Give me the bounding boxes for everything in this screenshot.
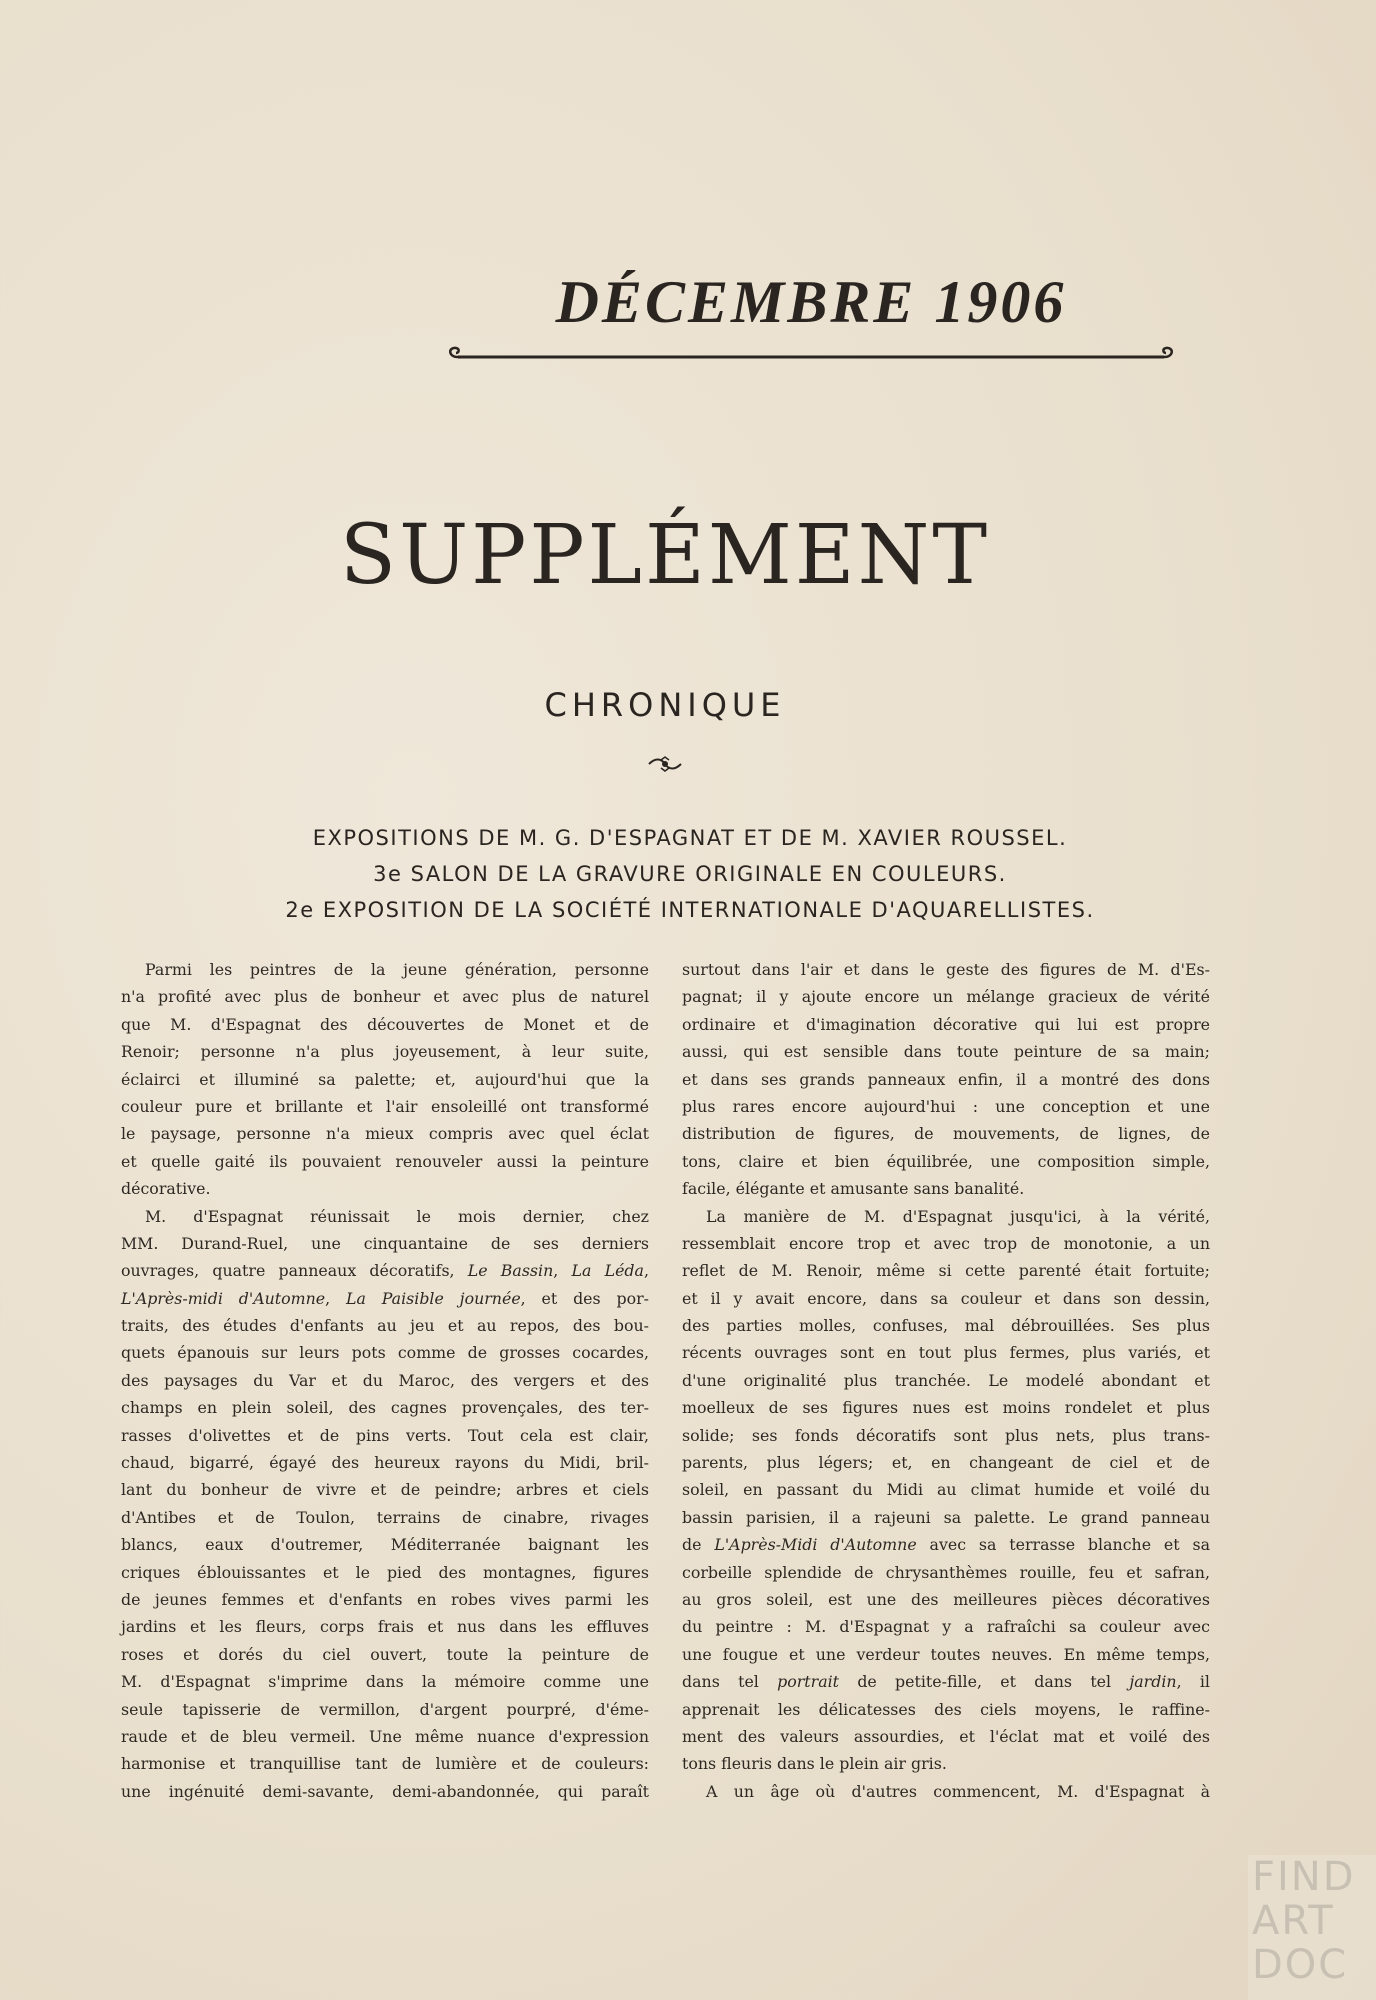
- text-line: M. d'Espagnat s'imprime dans la mémoire comme une: [121, 1672, 649, 1692]
- text-line: chaud, bigarré, égayé des heureux rayons du Midi, bril-: [121, 1453, 649, 1473]
- section-title: CHRONIQUE: [544, 686, 786, 724]
- decorative-rule: [446, 341, 1176, 365]
- text-line: lant du bonheur de vivre et de peindre; arbres et ciels: [121, 1480, 649, 1500]
- text-line: facile, élégante et amusante sans banalité.: [682, 1179, 1025, 1199]
- text-line: moelleux de ses figures nues est moins rondelet et plus: [682, 1398, 1210, 1418]
- text-line: des paysages du Var et du Maroc, des vergers et des: [121, 1370, 649, 1390]
- text-line: champs en plein soleil, des cagnes provençales, des ter-: [121, 1398, 649, 1418]
- text-line: de jeunes femmes et d'enfants en robes vives parmi les: [121, 1589, 649, 1609]
- text-line: reflet de M. Renoir, même si cette parenté était fortuite;: [682, 1261, 1210, 1281]
- text-line: une fougue et une verdeur toutes neuves. En même temps,: [682, 1644, 1210, 1664]
- text-line: le paysage, personne n'a mieux compris avec quel éclat: [121, 1124, 649, 1144]
- text-line: harmonise et tranquillise tant de lumière et de couleurs:: [121, 1754, 649, 1774]
- text-line: M. d'Espagnat réunissait le mois dernier, chez: [145, 1206, 649, 1226]
- text-line: tons fleuris dans le plein air gris.: [682, 1754, 947, 1774]
- text-line: et quelle gaité ils pouvaient renouveler aussi la peinture: [121, 1151, 649, 1171]
- text-line: ordinaire et d'imagination décorative qui lui est propre: [682, 1014, 1210, 1034]
- text-line: au gros soleil, est une des meilleures pièces décoratives: [682, 1589, 1210, 1609]
- date-header: [446, 268, 1176, 365]
- text-line: Parmi les peintres de la jeune génération, personne: [145, 960, 649, 979]
- article-subheads: [120, 820, 1260, 928]
- text-line: Renoir; personne n'a plus joyeusement, à leur suite,: [121, 1042, 649, 1062]
- text-line: apprenait les délicatesses des ciels moyens, le raffine-: [682, 1699, 1210, 1719]
- text-line: ouvrages, quatre panneaux décoratifs, Le Bassin, La Léda,: [121, 1261, 649, 1281]
- subhead-line: EXPOSITIONS DE M. G. D'ESPAGNAT ET DE M. XAVIER ROUSSEL.: [312, 826, 1068, 850]
- text-line: et dans ses grands panneaux enfin, il a montré des dons: [682, 1069, 1210, 1089]
- text-line: seule tapisserie de vermillon, d'argent pourpré, d'éme-: [121, 1699, 649, 1719]
- text-line: d'une originalité plus tranchée. Le modelé abondant et: [682, 1370, 1210, 1390]
- text-line: surtout dans l'air et dans le geste des figures de M. d'Es-: [682, 960, 1210, 979]
- fleuron-icon: [647, 756, 683, 772]
- issue-date: DÉCEMBRE 1906: [555, 269, 1067, 335]
- text-line: parents, plus légers; et, en changeant de ciel et de: [682, 1453, 1210, 1473]
- text-line: quets épanouis sur leurs pots comme de grosses cocardes,: [121, 1343, 649, 1363]
- watermark-logo: FIND ART DOC: [1248, 1855, 1376, 2000]
- text-line: corbeille splendide de chrysanthèmes rouille, feu et safran,: [682, 1562, 1210, 1582]
- text-column-right: [682, 956, 1210, 1805]
- text-line: blancs, eaux d'outremer, Méditerranée baignant les: [121, 1535, 649, 1555]
- text-line: bassin parisien, il a rajeuni sa palette. Le grand panneau: [682, 1507, 1210, 1527]
- text-line: plus rares encore aujourd'hui : une conception et une: [682, 1096, 1210, 1116]
- text-line: dans tel portrait de petite-fille, et dans tel jardin, il: [682, 1672, 1210, 1692]
- text-line: tons, claire et bien équilibrée, une composition simple,: [682, 1151, 1210, 1171]
- text-line: soleil, en passant du Midi au climat humide et voilé du: [682, 1480, 1210, 1500]
- text-line: aussi, qui est sensible dans toute peinture de sa main;: [682, 1042, 1210, 1062]
- text-line: de L'Après-Midi d'Automne avec sa terrasse blanche et sa: [682, 1535, 1210, 1555]
- text-line: décorative.: [121, 1179, 211, 1199]
- text-line: une ingénuité demi-savante, demi-abandonnée, qui paraît: [121, 1781, 649, 1801]
- text-line: MM. Durand-Ruel, une cinquantaine de ses derniers: [121, 1233, 649, 1253]
- text-line: ment des valeurs assourdies, et l'éclat mat et voilé des: [682, 1726, 1210, 1746]
- text-line: jardins et les fleurs, corps frais et nus dans les effluves: [121, 1617, 649, 1637]
- text-line: L'Après-midi d'Automne, La Paisible journée, et des por-: [121, 1288, 649, 1308]
- text-column-left: [121, 956, 649, 1805]
- text-line: criques éblouissantes et le pied des montagnes, figures: [121, 1562, 649, 1582]
- text-line: roses et dorés du ciel ouvert, toute la peinture de: [121, 1644, 649, 1664]
- text-line: et il y avait encore, dans sa couleur et dans son dessin,: [682, 1288, 1210, 1308]
- text-line: solide; ses fonds décoratifs sont plus nets, plus trans-: [682, 1425, 1210, 1445]
- text-line: éclairci et illuminé sa palette; et, aujourd'hui que la: [121, 1069, 649, 1089]
- text-line: raude et de bleu vermeil. Une même nuance d'expression: [121, 1726, 649, 1746]
- text-line: couleur pure et brillante et l'air ensoleillé ont transformé: [121, 1096, 649, 1116]
- text-line: A un âge où d'autres commencent, M. d'Espagnat à: [706, 1781, 1210, 1801]
- text-line: La manière de M. d'Espagnat jusqu'ici, à la vérité,: [706, 1206, 1210, 1226]
- text-line: rasses d'olivettes et de pins verts. Tout cela est clair,: [121, 1425, 649, 1445]
- text-line: pagnat; il y ajoute encore un mélange gracieux de vérité: [682, 987, 1210, 1007]
- subhead-line: 3e SALON DE LA GRAVURE ORIGINALE EN COULEURS.: [373, 862, 1007, 886]
- text-line: du peintre : M. d'Espagnat y a rafraîchi sa couleur avec: [682, 1617, 1210, 1637]
- text-line: distribution de figures, de mouvements, de lignes, de: [682, 1124, 1210, 1144]
- text-line: ressemblait encore trop et avec trop de monotonie, a un: [682, 1233, 1210, 1253]
- text-line: des parties molles, confuses, mal débrouillées. Ses plus: [682, 1316, 1210, 1336]
- text-line: n'a profité avec plus de bonheur et avec plus de naturel: [121, 987, 649, 1007]
- subhead-line: 2e EXPOSITION DE LA SOCIÉTÉ INTERNATIONALE D'AQUARELLISTES.: [285, 898, 1095, 922]
- text-line: récents ouvrages sont en tout plus fermes, plus variés, et: [682, 1343, 1210, 1363]
- text-line: traits, des études d'enfants au jeu et au repos, des bou-: [121, 1316, 649, 1336]
- supplement-title: SUPPLÉMENT: [339, 508, 991, 603]
- text-line: que M. d'Espagnat des découvertes de Monet et de: [121, 1014, 649, 1034]
- text-line: d'Antibes et de Toulon, terrains de cinabre, rivages: [121, 1507, 649, 1527]
